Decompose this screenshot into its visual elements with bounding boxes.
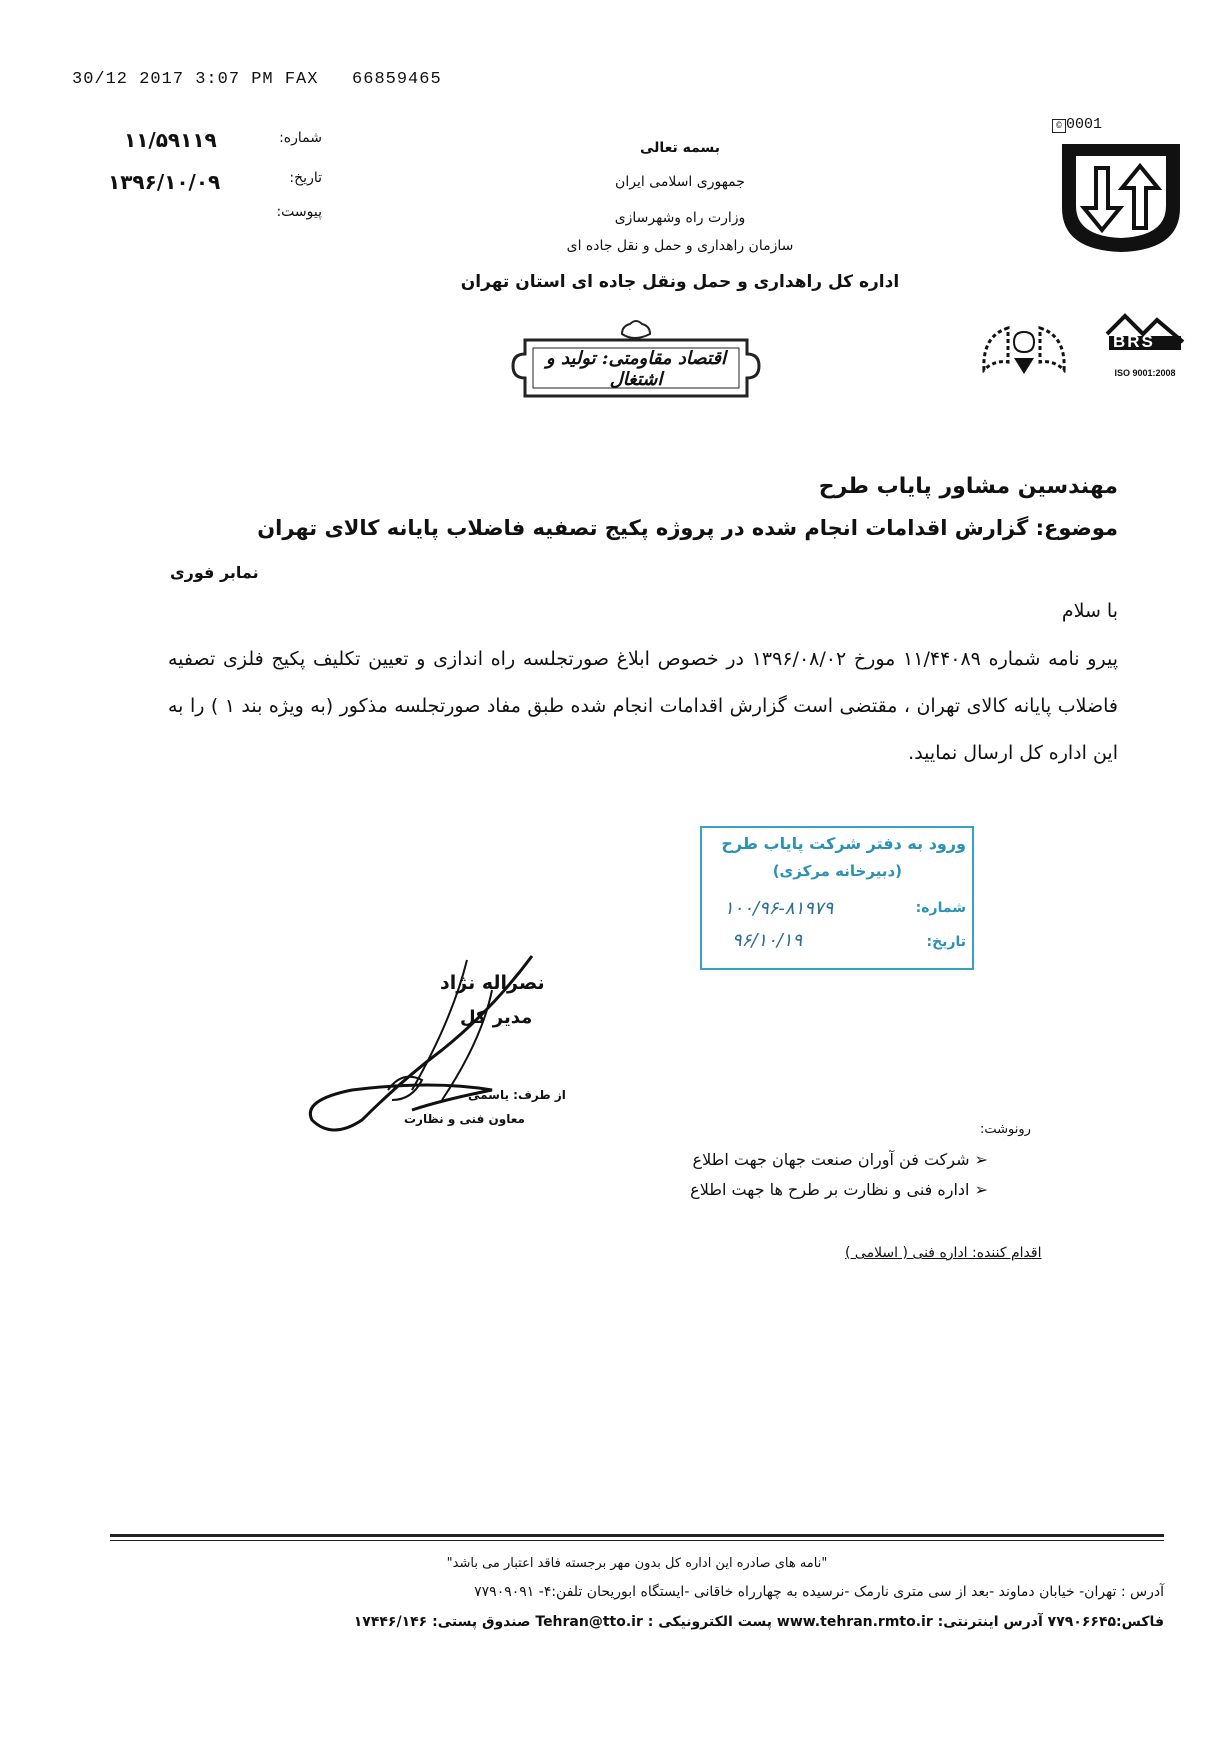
organization-line: سازمان راهداری و حمل و نقل جاده ای [566, 238, 794, 254]
on-behalf-of: از طرف: یاسمی [468, 1088, 566, 1102]
arrow-bullet-icon: ➢ [974, 1150, 988, 1169]
date-value: ۱۳۹۶/۱۰/۰۹ [108, 170, 221, 194]
stamp-title: ورود به دفتر شرکت پایاب طرح [721, 834, 966, 853]
copyright-icon: © [1052, 119, 1066, 133]
ministry-logo [1056, 138, 1186, 258]
recipient: مهندسین مشاور پایاب طرح [818, 474, 1118, 499]
attachment-label: پیوست: [276, 204, 322, 220]
republic-line: جمهوری اسلامی ایران [615, 174, 745, 190]
brs-text: BRS [1113, 332, 1155, 351]
logo-code: © 0001 [1052, 116, 1102, 133]
footer-rule [110, 1534, 1164, 1537]
urgent-fax-label: نمابر فوری [170, 563, 259, 582]
footer-rule [110, 1540, 1164, 1541]
slogan-text: اقتصاد مقاومتی: تولید و اشتغال [546, 348, 726, 390]
number-value: ۱۱/۵۹۱۱۹ [124, 128, 217, 152]
stamp-number-label: شماره: [915, 900, 966, 916]
cc-list-item [690, 1180, 988, 1199]
body-paragraph: پیرو نامه شماره ۱۱/۴۴۰۸۹ مورخ ۱۳۹۶/۰۸/۰۲ در خصوص ابلاغ صورتجلسه راه اندازی و تعیین تکلیف پکیج فلزی تصفیه فاضلاب پایانه کالای تهران ، مقتضی است گزارش اقدامات انجام شده طبق مفاد صورتجلسه مذکور (به ویژه بند ۱ ) را به این اداره کل ارسال نمایید. [168, 648, 1118, 764]
receipt-stamp [700, 826, 974, 970]
signatory-name: نصراله نژاد [440, 972, 545, 994]
department-line: اداره کل راهداری و حمل ونقل جاده ای استان تهران [460, 272, 900, 292]
brs-certification [1105, 312, 1185, 384]
iso-text: ISO 9001:2008 [1114, 368, 1176, 378]
date-label: تاریخ: [289, 170, 322, 186]
stamp-date-value: ۹۶/۱۰/۱۹ [732, 930, 803, 951]
action-by: اقدام کننده: اداره فنی ( اسلامی ) [845, 1245, 1042, 1261]
cc-list-item [693, 1150, 988, 1169]
stamp-date-label: تاریخ: [926, 934, 966, 950]
cc-label: رونوشت: [980, 1122, 1031, 1137]
stamp-subtitle: (دبیرخانه مرکزی) [772, 862, 902, 880]
fax-header: 30/12 2017 3:07 PM FAX 66859465 [72, 70, 442, 89]
subject: موضوع: گزارش اقدامات انجام شده در پروژه پکیج تصفیه فاضلاب پایانه کالای تهران [257, 516, 1118, 540]
wings-award-icon [978, 318, 1070, 378]
footer-notice: "نامه های صادره این اداره کل بدون مهر برجسته فاقد اعتبار می باشد" [446, 1556, 828, 1571]
number-label: شماره: [279, 130, 322, 146]
road-arrows-logo-icon [1056, 138, 1186, 258]
ministry-line: وزارت راه وشهرسازی [614, 210, 746, 226]
stamp-number-value: ۱۰۰/۹۶-۸۱۹۷۹ [724, 898, 834, 919]
signatory-title: مدیر کل [460, 1007, 533, 1028]
footer-address: آدرس : تهران- خیابان دماوند -بعد از سی متری نارمک -نرسیده به چهارراه خاقانی -ایستگاه ابوریحان تلفن:۴- ۷۷۹۰۹۰۹۱ [474, 1584, 1164, 1600]
cc-item-text: اداره فنی و نظارت بر طرح ها جهت اطلاع [690, 1180, 970, 1199]
basmala: بسمه تعالی [639, 140, 721, 156]
cc-item-text: شرکت فن آوران صنعت جهان جهت اطلاع [692, 1150, 970, 1169]
arrow-bullet-icon: ➢ [974, 1180, 988, 1199]
slogan-banner [505, 318, 767, 408]
deputy-title: معاون فنی و نظارت [404, 1112, 525, 1126]
award-logo [978, 318, 1070, 378]
footer-contact: فاکس:۷۷۹۰۶۶۴۵ آدرس اینترنتی: www.tehran.rmto.ir پست الکترونیکی : Tehran@tto.ir صندوق پستی: ۱۷۴۴۶/۱۴۶ [353, 1614, 1164, 1630]
greeting: با سلام [1061, 600, 1118, 622]
